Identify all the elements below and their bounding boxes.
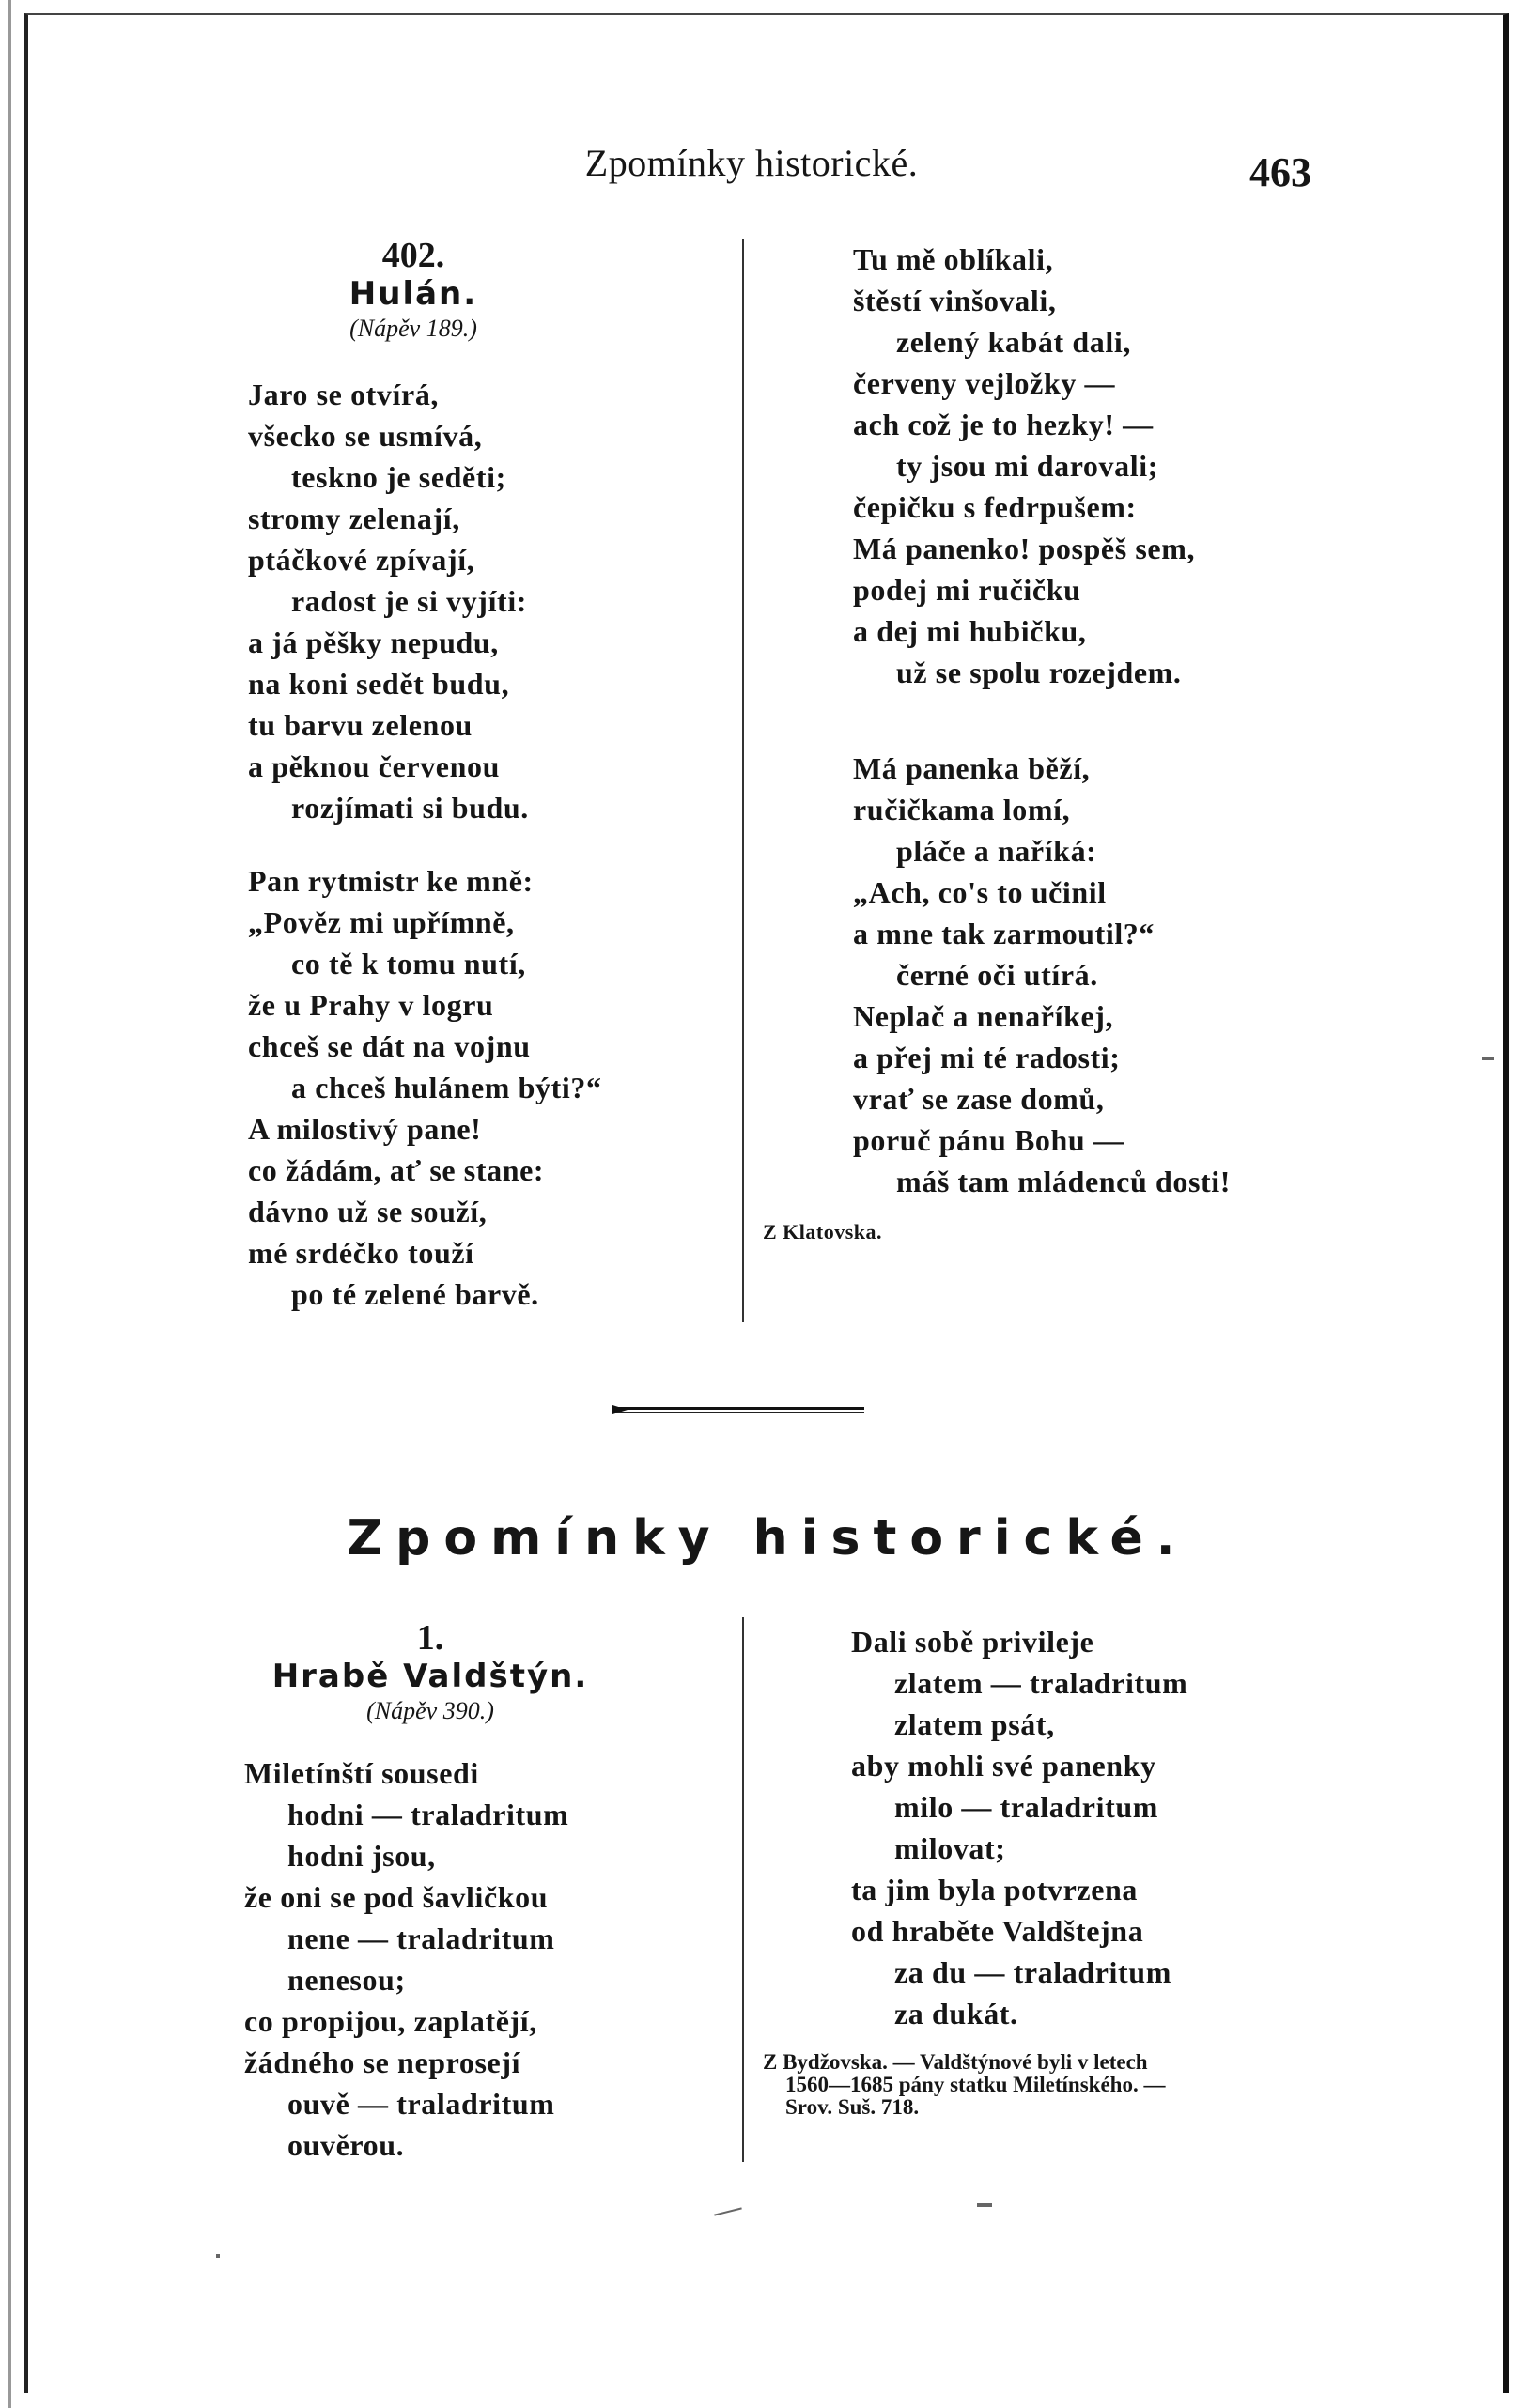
- verse-line: Má panenka běží,: [853, 751, 1091, 785]
- verse-line: už se spolu rozejdem.: [896, 656, 1182, 689]
- verse-line: ty jsou mi darovali;: [896, 449, 1158, 483]
- verse-line: A milostivý pane!: [248, 1112, 482, 1146]
- verse-line: na koni sedět budu,: [248, 667, 510, 701]
- verse-line: Jaro se otvírá,: [248, 378, 440, 411]
- verse-line: milovat;: [894, 1831, 1006, 1865]
- footnote-line: Srov. Suš. 718.: [785, 2095, 920, 2119]
- poem-402-stanza-2: [248, 860, 602, 1315]
- poem-402-stanza-4: [853, 748, 1231, 1202]
- footnote-line: 1560—1685 pány statku Miletínského. —: [785, 2073, 1166, 2096]
- verse-line: ach což je to hezky! —: [853, 408, 1154, 441]
- verse-line: černé oči utírá.: [896, 958, 1098, 992]
- verse-line: rozjímati si budu.: [291, 791, 529, 825]
- verse-line: po té zelené barvě.: [291, 1277, 539, 1311]
- verse-line: podej mi ručičku: [853, 573, 1081, 607]
- scan-speck: [216, 2254, 220, 2258]
- column-divider: [742, 1617, 744, 2162]
- poem-tune-reference: (Nápěv 189.): [349, 315, 477, 342]
- verse-line: a chceš hulánem býti?“: [291, 1071, 602, 1104]
- verse-line: hodni jsou,: [287, 1839, 436, 1873]
- column-divider: [742, 239, 744, 1322]
- poem-1-stanza-1: [244, 1752, 568, 2166]
- poem-1-footnote: [763, 2051, 1165, 2119]
- verse-line: ručičkama lomí,: [853, 793, 1071, 826]
- verse-line: od hraběte Valdštejna: [851, 1914, 1144, 1948]
- verse-line: ta jim byla potvrzena: [851, 1873, 1139, 1906]
- verse-line: aby mohli své panenky: [851, 1749, 1156, 1783]
- verse-line: Dali sobě privileje: [851, 1625, 1094, 1659]
- verse-line: štěstí vinšovali,: [853, 284, 1057, 317]
- verse-line: Pan rytmistr ke mně:: [248, 864, 534, 898]
- verse-line: nenesou;: [287, 1963, 406, 1997]
- verse-line: mé srdéčko touží: [248, 1236, 474, 1270]
- poem-title: Hulán.: [349, 275, 478, 313]
- verse-line: vrať se zase domů,: [853, 1082, 1105, 1116]
- verse-line: poruč pánu Bohu —: [853, 1123, 1124, 1157]
- poem-402-heading: [263, 235, 564, 346]
- poem-402-stanza-1: [248, 374, 529, 828]
- verse-line: „Ach, co's to učinil: [853, 875, 1107, 909]
- verse-line: dávno už se souží,: [248, 1195, 488, 1228]
- verse-line: zlatem — traladritum: [894, 1666, 1188, 1700]
- verse-line: Miletínští sousedi: [244, 1756, 479, 1790]
- verse-line: zlatem psát,: [894, 1707, 1055, 1741]
- verse-line: co žádám, ať se stane:: [248, 1153, 545, 1187]
- ornamental-rule: [612, 1405, 864, 1416]
- page-number: 463: [1249, 149, 1311, 195]
- section-heading: Zpomínky historické.: [347, 1510, 1188, 1567]
- poem-1-stanza-2: [851, 1621, 1187, 2034]
- verse-line: za dukát.: [894, 1997, 1018, 2030]
- verse-line: Tu mě oblíkali,: [853, 242, 1054, 276]
- verse-line: a mne tak zarmoutil?“: [853, 917, 1155, 950]
- poem-number: 402.: [381, 236, 445, 275]
- verse-line: červeny vejložky —: [853, 366, 1116, 400]
- verse-line: co tě k tomu nutí,: [291, 947, 526, 980]
- verse-line: ouvěrou.: [287, 2128, 405, 2162]
- verse-line: pláče a naříká:: [896, 834, 1097, 868]
- poem-title: Hrabě Valdštýn.: [271, 1658, 589, 1695]
- scan-speck: [977, 2203, 992, 2207]
- verse-line: Neplač a nenaříkej,: [853, 999, 1114, 1033]
- running-header: Zpomínky historické.: [584, 142, 919, 184]
- verse-line: nene — traladritum: [287, 1922, 555, 1955]
- verse-line: radost je si vyjíti:: [291, 584, 528, 618]
- poem-tune-reference: (Nápěv 390.): [366, 1697, 494, 1724]
- left-edge-mark: [8, 0, 11, 2408]
- verse-line: milo — traladritum: [894, 1790, 1158, 1824]
- scan-speck: [1482, 1057, 1494, 1060]
- verse-line: čepičku s fedrpušem:: [853, 490, 1137, 524]
- verse-line: teskno je seděti;: [291, 460, 506, 494]
- poem-402-stanza-3: [853, 239, 1195, 693]
- verse-line: zelený kabát dali,: [896, 325, 1131, 359]
- verse-line: co propijou, zaplatějí,: [244, 2004, 537, 2038]
- verse-line: za du — traladritum: [894, 1955, 1171, 1989]
- verse-line: a dej mi hubičku,: [853, 614, 1087, 648]
- verse-line: že u Prahy v logru: [248, 988, 494, 1022]
- verse-line: ptáčkové zpívají,: [248, 543, 475, 577]
- verse-line: chceš se dát na vojnu: [248, 1029, 531, 1063]
- verse-line: „Pověz mi upřímně,: [248, 905, 515, 939]
- footnote-line: Z Bydžovska. — Valdštýnové byli v letech: [763, 2050, 1148, 2074]
- verse-line: hodni — traladritum: [287, 1798, 569, 1831]
- verse-line: všecko se usmívá,: [248, 419, 483, 453]
- verse-line: Má panenko! pospěš sem,: [853, 532, 1196, 565]
- verse-line: že oni se pod šavličkou: [244, 1880, 549, 1914]
- verse-line: a já pěšky nepudu,: [248, 625, 499, 659]
- verse-line: máš tam mládenců dosti!: [896, 1165, 1232, 1198]
- verse-line: ouvě — traladritum: [287, 2087, 555, 2121]
- verse-line: stromy zelenají,: [248, 502, 460, 535]
- verse-line: žádného se neprosejí: [244, 2045, 521, 2079]
- poem-402-source: Z Klatovska.: [763, 1220, 883, 1243]
- poem-1-heading: [233, 1617, 628, 1728]
- verse-line: tu barvu zelenou: [248, 708, 473, 742]
- verse-line: a přej mi té radosti;: [853, 1041, 1121, 1074]
- poem-number: 1.: [416, 1618, 444, 1658]
- verse-line: a pěknou červenou: [248, 749, 500, 783]
